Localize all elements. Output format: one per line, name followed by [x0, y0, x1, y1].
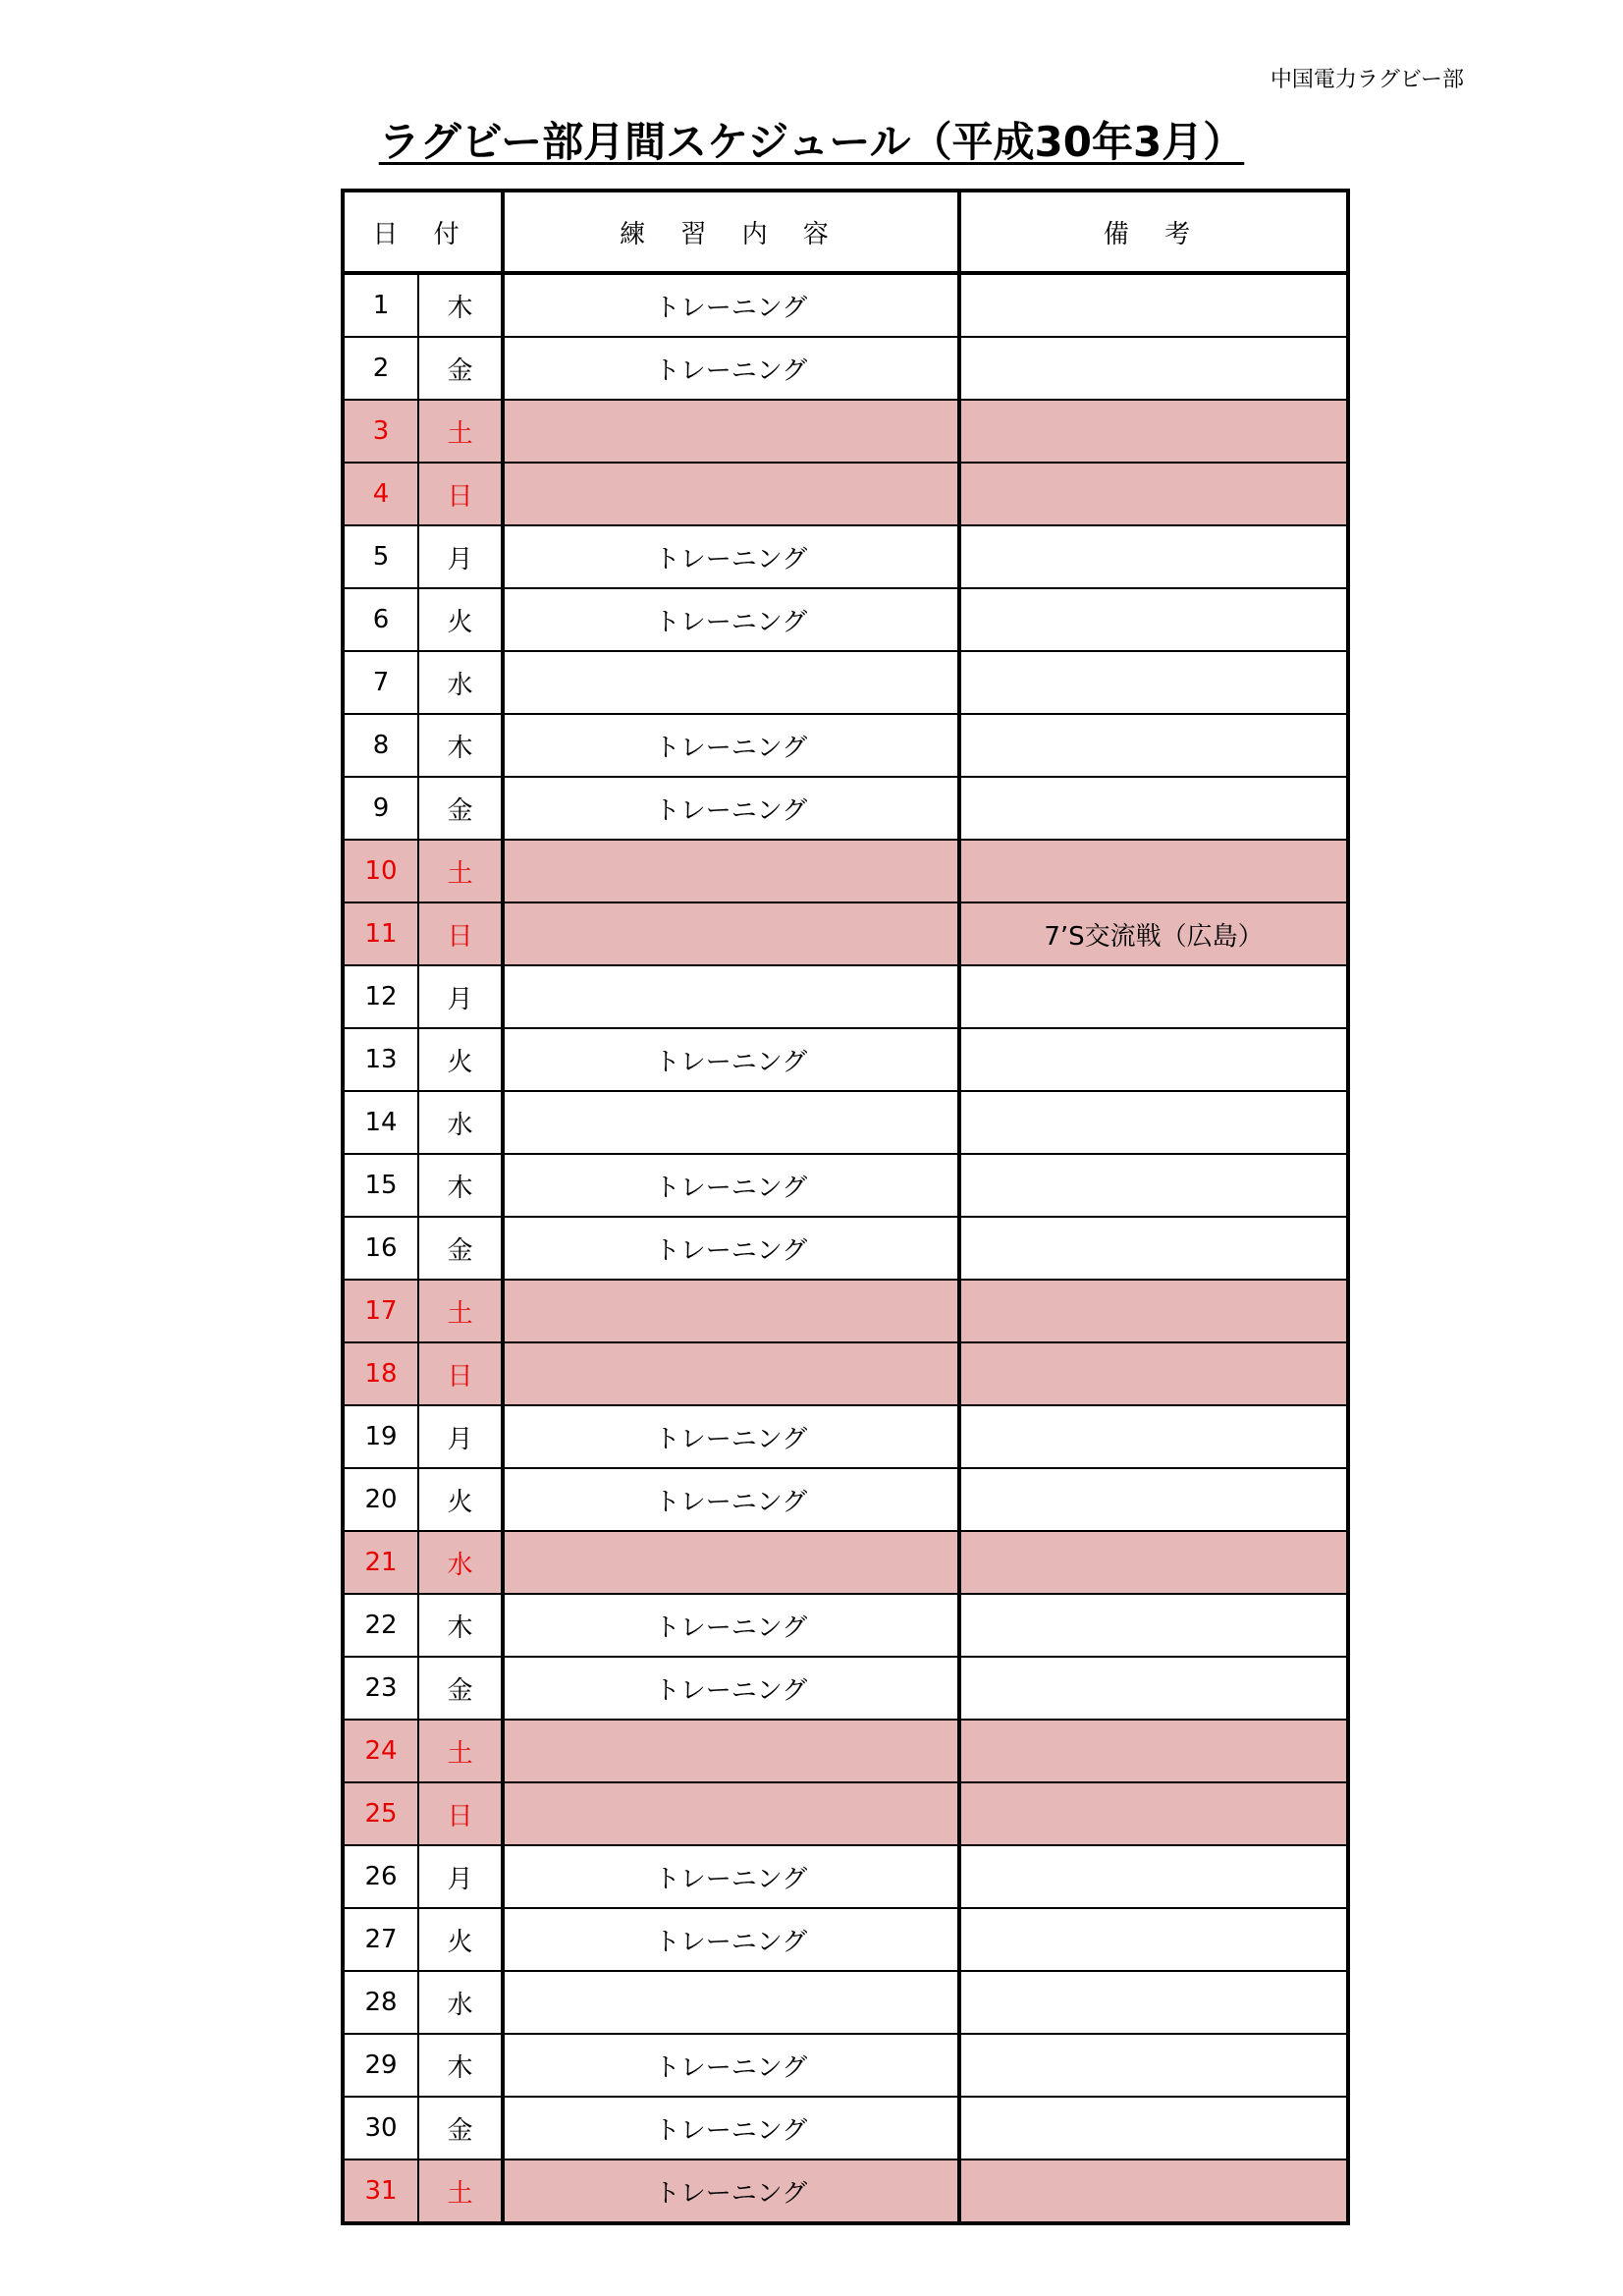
practice-cell	[503, 1091, 959, 1154]
weekday-cell: 火	[418, 1908, 503, 1971]
practice-cell: トレーニング	[503, 337, 959, 400]
note-cell	[959, 1782, 1348, 1845]
day-cell: 26	[343, 1845, 418, 1908]
weekday-cell: 木	[418, 1154, 503, 1217]
schedule-rows	[343, 273, 1348, 2223]
note-cell	[959, 1531, 1348, 1594]
note-cell	[959, 1657, 1348, 1720]
table-row	[343, 337, 1348, 400]
note-cell	[959, 1468, 1348, 1531]
weekday-cell: 土	[418, 1720, 503, 1782]
table-row	[343, 1657, 1348, 1720]
note-cell	[959, 1845, 1348, 1908]
practice-cell	[503, 1342, 959, 1405]
weekday-cell: 水	[418, 1971, 503, 2034]
table-row	[343, 1594, 1348, 1657]
practice-cell	[503, 1531, 959, 1594]
table-row	[343, 651, 1348, 714]
weekday-cell: 火	[418, 1028, 503, 1091]
day-cell: 8	[343, 714, 418, 777]
practice-cell: トレーニング	[503, 2034, 959, 2097]
day-cell: 23	[343, 1657, 418, 1720]
practice-cell	[503, 400, 959, 463]
table-row	[343, 1845, 1348, 1908]
note-cell	[959, 965, 1348, 1028]
day-cell: 2	[343, 337, 418, 400]
table-row	[343, 463, 1348, 525]
weekday-cell: 水	[418, 1091, 503, 1154]
table-row	[343, 2159, 1348, 2223]
table-row	[343, 1154, 1348, 1217]
note-cell	[959, 273, 1348, 337]
weekday-cell: 土	[418, 400, 503, 463]
weekday-cell: 水	[418, 1531, 503, 1594]
weekday-cell: 月	[418, 1845, 503, 1908]
table-row	[343, 1280, 1348, 1342]
day-cell: 20	[343, 1468, 418, 1531]
table-row	[343, 1217, 1348, 1280]
note-cell	[959, 840, 1348, 902]
weekday-cell: 木	[418, 1594, 503, 1657]
note-cell	[959, 1091, 1348, 1154]
header-notes: 備 考	[959, 191, 1348, 273]
weekday-cell: 月	[418, 1405, 503, 1468]
weekday-cell: 土	[418, 1280, 503, 1342]
day-cell: 10	[343, 840, 418, 902]
weekday-cell: 火	[418, 1468, 503, 1531]
practice-cell	[503, 840, 959, 902]
weekday-cell: 日	[418, 1782, 503, 1845]
weekday-cell: 木	[418, 714, 503, 777]
day-cell: 16	[343, 1217, 418, 1280]
note-cell	[959, 1908, 1348, 1971]
weekday-cell: 日	[418, 463, 503, 525]
practice-cell	[503, 1782, 959, 1845]
weekday-cell: 金	[418, 1657, 503, 1720]
note-cell	[959, 1154, 1348, 1217]
note-cell	[959, 1594, 1348, 1657]
day-cell: 12	[343, 965, 418, 1028]
practice-cell: トレーニング	[503, 1028, 959, 1091]
weekday-cell: 金	[418, 777, 503, 840]
table-row	[343, 1971, 1348, 2034]
day-cell: 15	[343, 1154, 418, 1217]
table-row	[343, 2097, 1348, 2159]
practice-cell: トレーニング	[503, 2097, 959, 2159]
table-header-row	[343, 191, 1348, 273]
practice-cell	[503, 1280, 959, 1342]
practice-cell: トレーニング	[503, 1657, 959, 1720]
day-cell: 21	[343, 1531, 418, 1594]
table-row	[343, 1908, 1348, 1971]
day-cell: 22	[343, 1594, 418, 1657]
page-title	[0, 110, 1623, 169]
weekday-cell: 金	[418, 337, 503, 400]
table-row	[343, 1468, 1348, 1531]
day-cell: 18	[343, 1342, 418, 1405]
day-cell: 28	[343, 1971, 418, 2034]
day-cell: 25	[343, 1782, 418, 1845]
header-date: 日 付	[343, 191, 503, 273]
note-cell	[959, 1342, 1348, 1405]
table-row	[343, 525, 1348, 588]
note-cell	[959, 1720, 1348, 1782]
day-cell: 9	[343, 777, 418, 840]
weekday-cell: 水	[418, 651, 503, 714]
note-cell	[959, 2159, 1348, 2223]
table-row	[343, 1531, 1348, 1594]
table-row	[343, 714, 1348, 777]
practice-cell: トレーニング	[503, 1405, 959, 1468]
day-cell: 30	[343, 2097, 418, 2159]
day-cell: 7	[343, 651, 418, 714]
table-row	[343, 1405, 1348, 1468]
schedule-table	[341, 189, 1350, 2225]
note-cell	[959, 400, 1348, 463]
day-cell: 29	[343, 2034, 418, 2097]
note-cell	[959, 525, 1348, 588]
day-cell: 14	[343, 1091, 418, 1154]
day-cell: 1	[343, 273, 418, 337]
organization-name: 中国電力ラグビー部	[1270, 68, 1464, 92]
table-row	[343, 1028, 1348, 1091]
table-row	[343, 777, 1348, 840]
day-cell: 19	[343, 1405, 418, 1468]
practice-cell: トレーニング	[503, 1845, 959, 1908]
practice-cell: トレーニング	[503, 1217, 959, 1280]
day-cell: 31	[343, 2159, 418, 2223]
day-cell: 4	[343, 463, 418, 525]
practice-cell: トレーニング	[503, 714, 959, 777]
day-cell: 3	[343, 400, 418, 463]
practice-cell: トレーニング	[503, 588, 959, 651]
table-row	[343, 400, 1348, 463]
note-cell	[959, 1217, 1348, 1280]
practice-cell	[503, 902, 959, 965]
practice-cell: トレーニング	[503, 1468, 959, 1531]
day-cell: 11	[343, 902, 418, 965]
page-title-text: ラグビー部月間スケジュール（平成30年3月）	[378, 118, 1245, 166]
weekday-cell: 土	[418, 2159, 503, 2223]
practice-cell	[503, 1971, 959, 2034]
note-cell	[959, 588, 1348, 651]
note-cell	[959, 463, 1348, 525]
table-row	[343, 588, 1348, 651]
day-cell: 13	[343, 1028, 418, 1091]
note-cell	[959, 1028, 1348, 1091]
day-cell: 6	[343, 588, 418, 651]
table-row	[343, 902, 1348, 965]
practice-cell: トレーニング	[503, 273, 959, 337]
table-row	[343, 965, 1348, 1028]
table-row	[343, 840, 1348, 902]
weekday-cell: 月	[418, 525, 503, 588]
table-row	[343, 273, 1348, 337]
practice-cell	[503, 1720, 959, 1782]
note-cell	[959, 651, 1348, 714]
practice-cell: トレーニング	[503, 525, 959, 588]
weekday-cell: 金	[418, 2097, 503, 2159]
day-cell: 24	[343, 1720, 418, 1782]
header-practice: 練 習 内 容	[503, 191, 959, 273]
table-row	[343, 1342, 1348, 1405]
practice-cell: トレーニング	[503, 1908, 959, 1971]
table-row	[343, 2034, 1348, 2097]
weekday-cell: 月	[418, 965, 503, 1028]
weekday-cell: 土	[418, 840, 503, 902]
note-cell	[959, 2097, 1348, 2159]
note-cell	[959, 1971, 1348, 2034]
practice-cell: トレーニング	[503, 2159, 959, 2223]
table-row	[343, 1091, 1348, 1154]
practice-cell	[503, 965, 959, 1028]
note-cell	[959, 714, 1348, 777]
day-cell: 5	[343, 525, 418, 588]
table-row	[343, 1782, 1348, 1845]
weekday-cell: 木	[418, 273, 503, 337]
weekday-cell: 火	[418, 588, 503, 651]
note-cell	[959, 1405, 1348, 1468]
day-cell: 17	[343, 1280, 418, 1342]
weekday-cell: 金	[418, 1217, 503, 1280]
table-row	[343, 1720, 1348, 1782]
note-cell: 7’S交流戦（広島）	[959, 902, 1348, 965]
weekday-cell: 日	[418, 902, 503, 965]
note-cell	[959, 777, 1348, 840]
practice-cell: トレーニング	[503, 777, 959, 840]
practice-cell: トレーニング	[503, 1154, 959, 1217]
practice-cell	[503, 463, 959, 525]
practice-cell	[503, 651, 959, 714]
note-cell	[959, 1280, 1348, 1342]
note-cell	[959, 337, 1348, 400]
practice-cell: トレーニング	[503, 1594, 959, 1657]
note-cell	[959, 2034, 1348, 2097]
weekday-cell: 日	[418, 1342, 503, 1405]
weekday-cell: 木	[418, 2034, 503, 2097]
day-cell: 27	[343, 1908, 418, 1971]
